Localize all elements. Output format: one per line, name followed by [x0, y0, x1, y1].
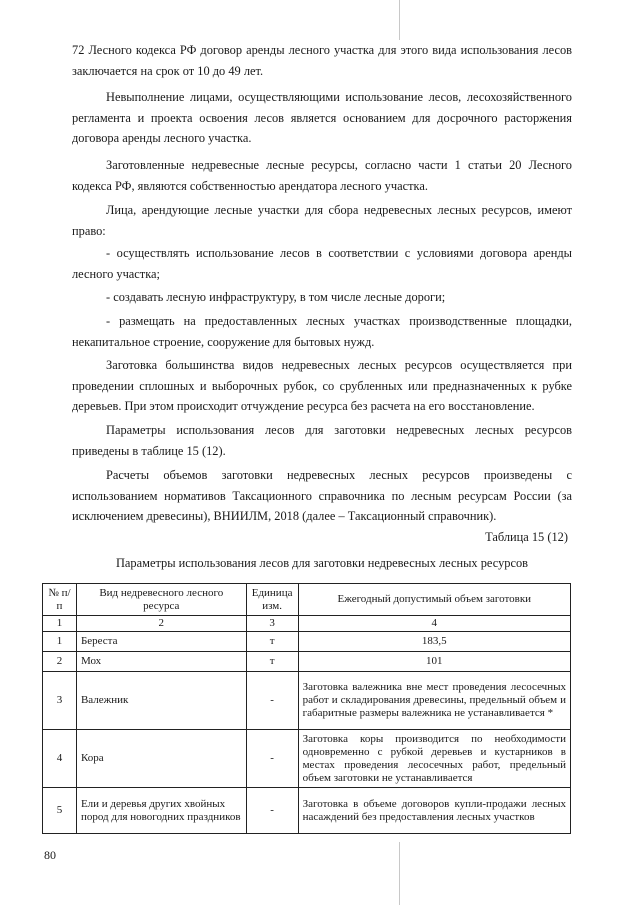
paragraph-ownership: Заготовленные недревесные лесные ресурсы, согласно части 1 статьи 20 Лесного кодекса РФ, являются собственностью арендатора лесного участка.: [72, 158, 572, 193]
row-kind: Мох: [76, 652, 246, 672]
row-volume: 183,5: [298, 632, 570, 652]
table-row: [43, 672, 571, 730]
row-num: 4: [43, 730, 77, 788]
table-row: [43, 652, 571, 672]
table-row: [43, 632, 571, 652]
header-volume: Ежегодный допустимый объем заготовки: [298, 584, 570, 616]
row-num: 1: [43, 632, 77, 652]
table-title: Параметры использования лесов для заготовки недревесных лесных ресурсов: [115, 556, 529, 570]
bullet-production-sites: - размещать на предоставленных лесных участках производственные площадки, некапитальное строение, сооружение для бытовых нужд.: [72, 314, 572, 349]
colnum-4: 4: [298, 616, 570, 632]
row-kind: Валежник: [76, 672, 246, 730]
paragraph-harvesting: Заготовка большинства видов недревесных лесных ресурсов осуществляется при проведении сплошных и выборочных рубок, со срубленных или предназначенных к рубке деревьев. При этом происходит отчуждение ресурса без расчета на его восстановление.: [72, 358, 572, 413]
scan-artifact-line: [399, 842, 400, 905]
row-kind: Береста: [76, 632, 246, 652]
row-unit: т: [246, 652, 298, 672]
table-row: [43, 730, 571, 788]
parameters-table: [42, 583, 571, 834]
row-unit: -: [246, 788, 298, 834]
colnum-3: 3: [246, 616, 298, 632]
header-unit: Единица изм.: [246, 584, 298, 616]
paragraph-termination: Невыполнение лицами, осуществляющими использование лесов, лесохозяйственного регламента и проекта освоения лесов является основанием для досрочного расторжения договора аренды лесного участка.: [72, 90, 572, 145]
paragraph-rights-intro: Лица, арендующие лесные участки для сбора недревесных лесных ресурсов, имеют право:: [72, 203, 572, 238]
header-num: № п/п: [43, 584, 77, 616]
page-number: 80: [44, 848, 56, 862]
table-row: [43, 788, 571, 834]
row-unit: -: [246, 672, 298, 730]
row-num: 2: [43, 652, 77, 672]
colnum-2: 2: [76, 616, 246, 632]
row-volume: Заготовка в объеме договоров купли-продажи лесных насаждений без предоставления лесных участков: [298, 788, 570, 834]
row-kind: Ели и деревья других хвойных пород для новогодних праздников: [76, 788, 246, 834]
colnum-1: 1: [43, 616, 77, 632]
row-kind: Кора: [76, 730, 246, 788]
bullet-use-forests: - осуществлять использование лесов в соответствии с условиями договора аренды лесного участка;: [72, 246, 572, 281]
row-unit: т: [246, 632, 298, 652]
table-header-row: [43, 584, 571, 616]
table-label: Таблица 15 (12): [485, 530, 568, 544]
paragraph-lease-term: 72 Лесного кодекса РФ договор аренды лесного участка для этого вида использования лесов заключается на срок от 10 до 49 лет.: [72, 43, 572, 78]
scan-artifact-line: [399, 0, 400, 40]
table-colnum-row: [43, 616, 571, 632]
row-volume: Заготовка коры производится по необходимости одновременно с рубкой деревьев и кустарников в местах проведения лесосечных работ, предельный объем заготовки не устанавливается: [298, 730, 570, 788]
header-kind: Вид недревесного лесного ресурса: [76, 584, 246, 616]
row-volume: 101: [298, 652, 570, 672]
row-unit: -: [246, 730, 298, 788]
paragraph-parameters-ref: Параметры использования лесов для заготовки недревесных лесных ресурсов приведены в таблице 15 (12).: [72, 423, 572, 458]
bullet-infrastructure: - создавать лесную инфраструктуру, в том числе лесные дороги;: [106, 290, 446, 304]
row-num: 5: [43, 788, 77, 834]
paragraph-calculations: Расчеты объемов заготовки недревесных лесных ресурсов произведены с использованием нормативов Таксационного справочника по лесным ресурсам России (за исключением древесины), ВНИИЛМ, 2018 (далее – Таксационный справочник).: [72, 468, 572, 523]
row-volume: Заготовка валежника вне мест проведения лесосечных работ и складирования древесины, предельный объем и габаритные размеры валежника не устанавливается *: [298, 672, 570, 730]
row-num: 3: [43, 672, 77, 730]
